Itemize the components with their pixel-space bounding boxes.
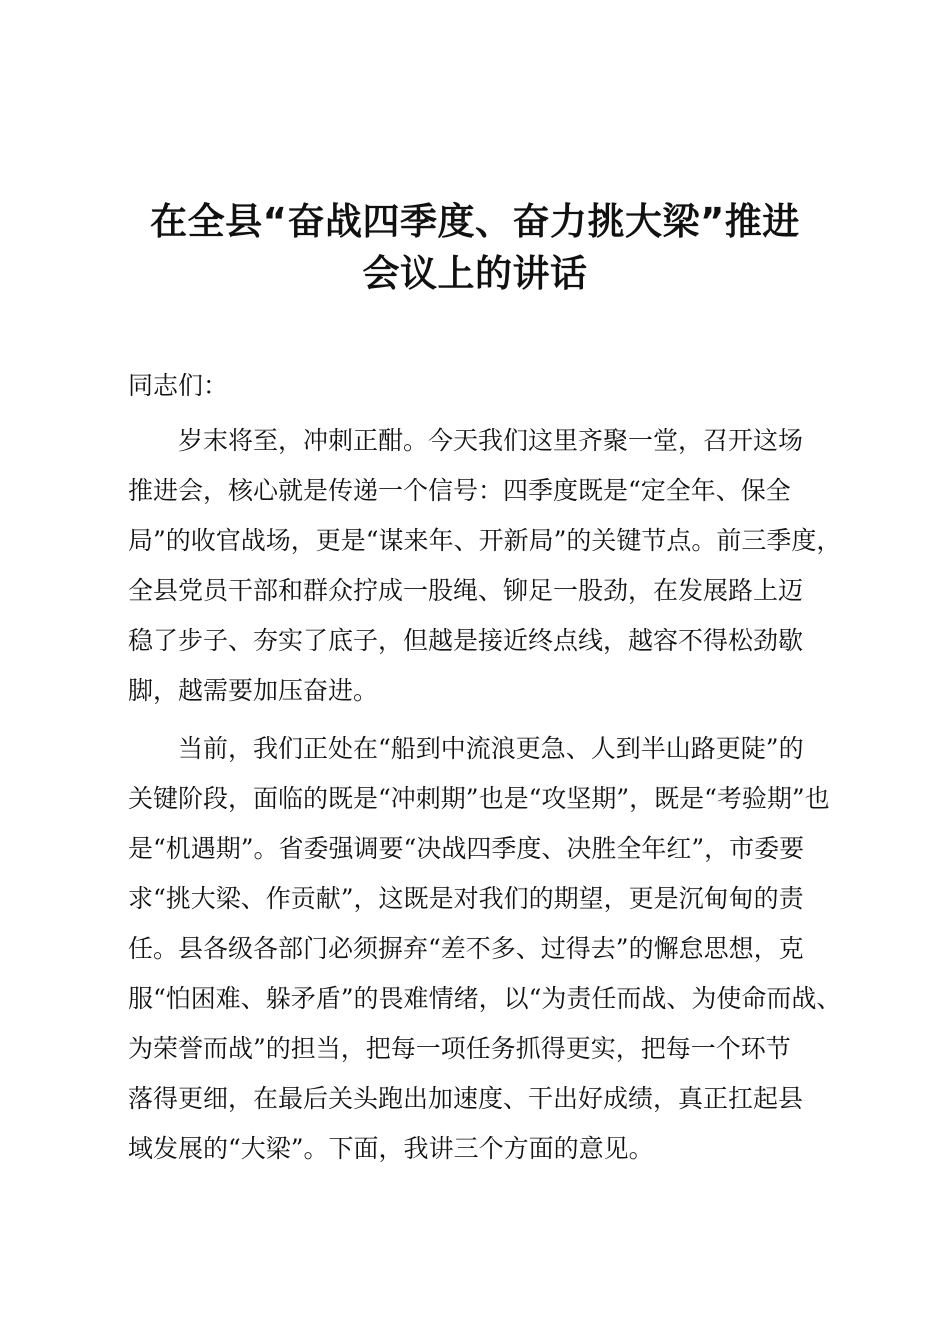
title-line-1: 在全县“奋战四季度、奋力挑大梁”推进 (150, 200, 800, 243)
paragraph-line: 落得更细，在最后关头跑出加速度、干出好成绩，真正扛起县 (128, 1084, 804, 1113)
paragraph-line: 任。县各级各部门必须摒弃“差不多、过得去”的懈怠思想，克 (128, 934, 804, 963)
paragraph-line: 全县党员干部和群众拧成一股绳、铆足一股劲，在发展路上迈 (128, 576, 804, 605)
paragraph-1 (128, 416, 842, 716)
document-title (100, 196, 850, 300)
paragraph-line: 稳了步子、夯实了底子，但越是接近终点线，越容不得松劲歇 (128, 626, 804, 655)
document-body (128, 364, 842, 1182)
paragraph-line: 推进会，核心就是传递一个信号：四季度既是“定全年、保全 (128, 476, 791, 505)
salutation: 同志们： (128, 371, 229, 400)
paragraph-2 (128, 724, 842, 1174)
paragraph-line: 为荣誉而战”的担当，把每一项任务抓得更实，把每一个环节 (128, 1034, 791, 1063)
paragraph-line: 脚，越需要加压奋进。 (128, 676, 379, 705)
paragraph-line: 当前，我们正处在“船到中流浪更急、人到半山路更陡”的 (178, 734, 804, 763)
paragraph-line: 域发展的“大梁”。下面，我讲三个方面的意见。 (128, 1134, 654, 1163)
paragraph-line: 局”的收官战场，更是“谋来年、开新局”的关键节点。前三季度， (128, 526, 842, 555)
paragraph-line: 岁末将至，冲刺正酣。今天我们这里齐聚一堂，召开这场 (178, 426, 804, 455)
paragraph-line: 关键阶段，面临的既是“冲刺期”也是“攻坚期”，既是“考验期”也 (128, 784, 830, 813)
paragraph-line: 求“挑大梁、作贡献”，这既是对我们的期望，更是沉甸甸的责 (128, 884, 804, 913)
title-line-2: 会议上的讲话 (362, 252, 588, 295)
paragraph-line: 服“怕困难、躲矛盾”的畏难情绪，以“为责任而战、为使命而战、 (128, 984, 842, 1013)
paragraph-line: 是“机遇期”。省委强调要“决战四季度、决胜全年红”，市委要 (128, 834, 805, 863)
